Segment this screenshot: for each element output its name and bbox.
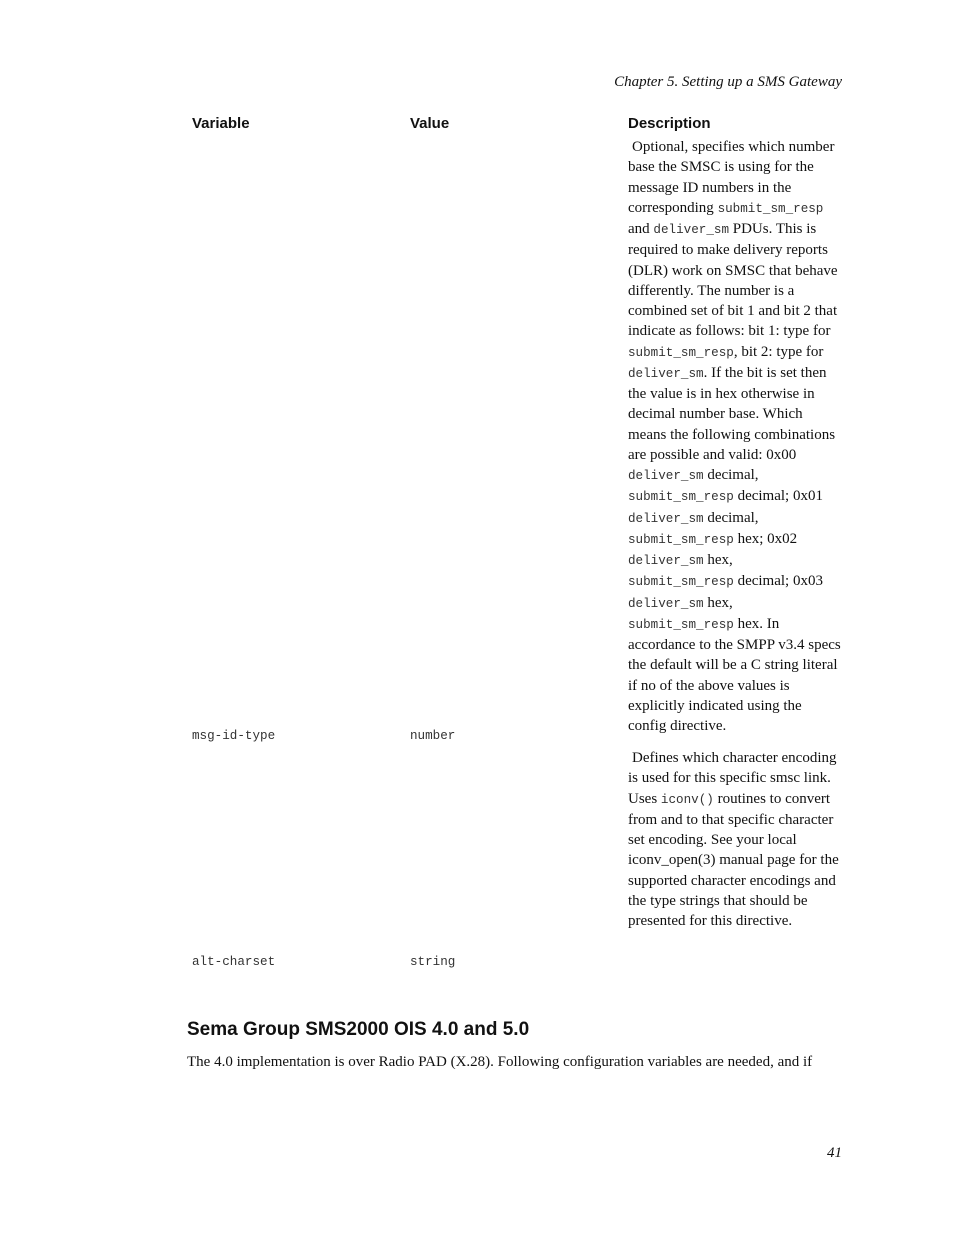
section-title: Sema Group SMS2000 OIS 4.0 and 5.0 — [187, 1019, 530, 1040]
value-cell-msg-id-type: number — [410, 729, 456, 743]
column-header-value: Value — [410, 115, 450, 132]
value-cell-alt-charset: string — [410, 955, 456, 969]
column-header-variable: Variable — [192, 115, 250, 132]
description-alt-charset: Defines which character encoding is used for this specific smsc link. Uses iconv() routines to convert from and to that specific character set encoding. See your local iconv_open(3) manual page for the supported character encodings and the type strings that should be presented for this directive. — [628, 750, 839, 929]
section-paragraph: The 4.0 implementation is over Radio PAD (X.28). Following configuration variables are needed, and if — [187, 1054, 813, 1070]
variable-cell-msg-id-type: msg-id-type — [192, 729, 276, 743]
variable-cell-alt-charset: alt-charset — [192, 955, 276, 969]
description-msg-id-type: Optional, specifies which number base the SMSC is using for the message ID numbers in the corresponding submit_sm_resp and deliver_sm PDUs. This is required to make delivery reports (DLR) work on SMSC that behave differently. The number is a combined set of bit 1 and bit 2 that indicate as follows: bit 1: type for submit_sm_resp, bit 2: type for deliver_sm. If the bit is set then the value is in hex otherwise in decimal number base. Which means the following combinations are possible and valid: 0x00 deliver_sm decimal, submit_sm_resp decimal; 0x01 deliver_sm decimal, submit_sm_resp hex; 0x02 deliver_sm hex, submit_sm_resp decimal; 0x03 deliver_sm hex, submit_sm_resp hex. In accordance to the SMPP v3.4 specs the default will be a C string literal if no of the above values is explicitly indicated using the config directive. — [628, 139, 841, 734]
column-header-description: Description — [628, 115, 711, 132]
running-header: Chapter 5. Setting up a SMS Gateway — [614, 74, 842, 90]
page-number: 41 — [827, 1145, 842, 1161]
